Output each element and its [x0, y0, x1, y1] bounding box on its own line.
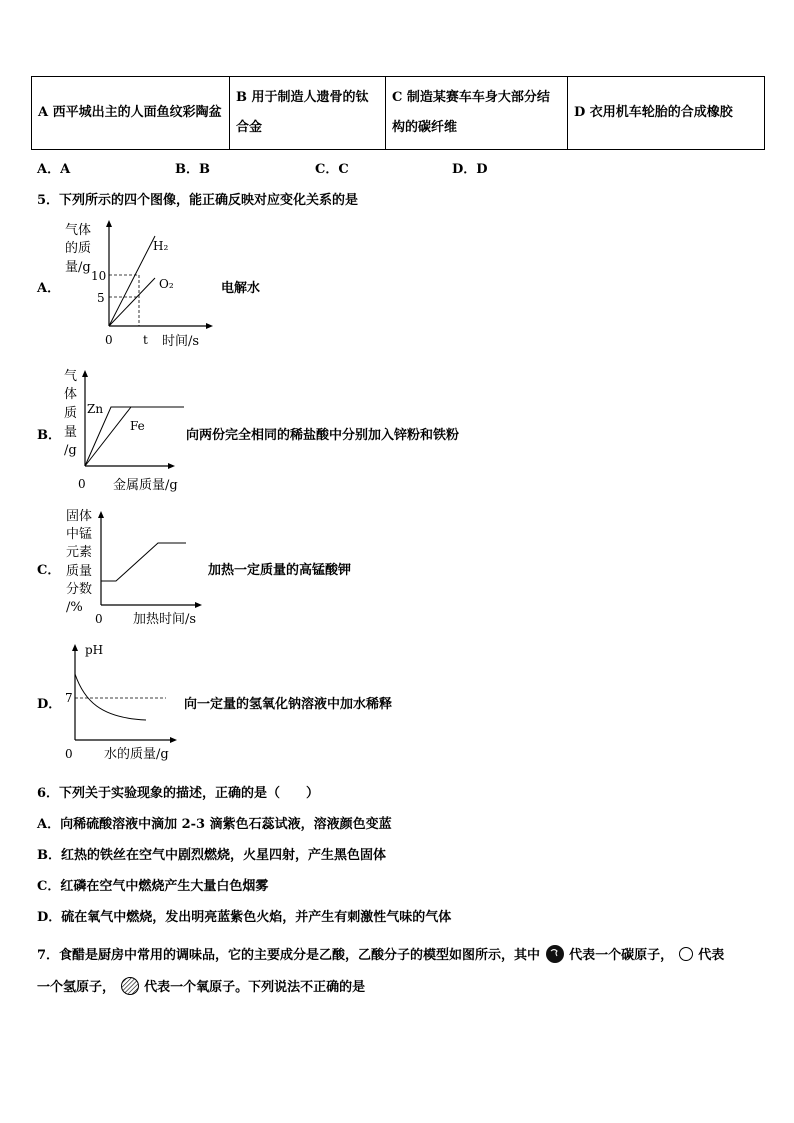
- graph-a-h2-line: [109, 236, 155, 326]
- q7-line1: [37, 944, 724, 964]
- graph-d-xlabel: 水的质量/g: [104, 747, 169, 762]
- graph-a-x-arrow: [206, 323, 213, 329]
- q7-text-2: 代表一个碳原子，: [569, 948, 674, 963]
- choice-b[interactable]: B．B: [175, 162, 210, 177]
- graph-d: [60, 638, 188, 764]
- graph-b-ylabel-5: /g: [64, 443, 77, 458]
- graph-d-ylabel: pH: [85, 643, 104, 657]
- graph-c-xlabel: 加热时间/s: [133, 612, 197, 627]
- graph-c-y-arrow: [98, 511, 104, 518]
- hydrogen-atom-icon: [678, 946, 694, 962]
- q5-a-desc: 电解水: [221, 281, 261, 296]
- graph-b-ylabel-2: 体: [64, 387, 78, 402]
- graph-d-origin: 0: [65, 747, 73, 761]
- graph-b-x-arrow: [168, 463, 175, 469]
- q5-c-letter[interactable]: C．: [37, 563, 61, 578]
- graph-b-y-arrow: [82, 370, 88, 377]
- graph-c-line: [101, 543, 186, 581]
- graph-a-origin: 0: [105, 333, 113, 347]
- q6-option-d[interactable]: D．硫在氧气中燃烧，发出明亮蓝紫色火焰，并产生有刺激性气味的气体: [37, 910, 452, 925]
- graph-a-y-arrow: [106, 220, 112, 227]
- graph-c-ylabel-5: 分数: [66, 582, 93, 597]
- oxygen-atom-icon: [120, 976, 140, 996]
- q6-option-b[interactable]: B．红热的铁丝在空气中剧烈燃烧，火星四射，产生黑色固体: [37, 848, 386, 863]
- graph-d-tick-7: 7: [65, 691, 73, 705]
- q5-stem: 5．下列所示的四个图像，能正确反映对应变化关系的是: [37, 193, 359, 208]
- graph-c-ylabel-6: /%: [66, 600, 83, 615]
- table-cell-b: B 用于制造人遗骨的钛合金: [230, 77, 386, 150]
- q5-d-letter[interactable]: D．: [37, 697, 62, 712]
- q5-d-desc: 向一定量的氢氧化钠溶液中加水稀释: [184, 697, 393, 712]
- graph-a-xlabel: 时间/s: [162, 334, 200, 349]
- graph-a-ylabel-2: 的质: [65, 241, 92, 256]
- graph-d-y-arrow: [72, 644, 78, 651]
- q7-text-3: 代表: [698, 948, 725, 963]
- carbon-atom-icon: [545, 944, 565, 964]
- graph-a-ylabel-3: 量/g: [65, 260, 91, 275]
- q7-text-1: 7．食醋是厨房中常用的调味品，它的主要成分是乙酸，乙酸分子的模型如图所示，其中: [37, 948, 541, 963]
- q5-c-desc: 加热一定质量的高锰酸钾: [208, 563, 352, 578]
- graph-c: [62, 505, 210, 627]
- table-row: [32, 77, 765, 150]
- graph-a-tick-t: t: [143, 333, 148, 347]
- graph-c-ylabel-2: 中锰: [66, 527, 93, 542]
- graph-c-x-arrow: [195, 602, 202, 608]
- choice-d[interactable]: D．D: [452, 162, 488, 177]
- graph-a-ylabel-1: 气体: [65, 223, 92, 238]
- table-cell-a: A 西平城出主的人面鱼纹彩陶盆: [32, 77, 230, 150]
- graph-a-tick-5: 5: [97, 291, 105, 305]
- q7-text-4: 一个氢原子，: [37, 980, 116, 995]
- graph-a-series-h2: H₂: [153, 239, 169, 253]
- table-cell-c: C 制造某赛车车身大部分结构的碳纤维: [386, 77, 568, 150]
- graph-a-tick-10: 10: [91, 269, 107, 283]
- options-table: [31, 76, 765, 150]
- q7-line2: [37, 976, 365, 996]
- q5-a-letter[interactable]: A．: [37, 281, 61, 296]
- graph-b-xlabel: 金属质量/g: [113, 478, 178, 493]
- graph-b-ylabel-4: 量: [64, 425, 78, 440]
- graph-b-origin: 0: [78, 477, 86, 491]
- graph-b-series-zn: Zn: [87, 402, 104, 416]
- graph-d-x-arrow: [170, 737, 177, 743]
- graph-b: [60, 366, 188, 494]
- graph-b-series-fe: Fe: [130, 419, 145, 433]
- q7-text-5: 代表一个氧原子。下列说法不正确的是: [144, 980, 366, 995]
- q6-stem: 6．下列关于实验现象的描述，正确的是（ ）: [37, 786, 320, 801]
- q5-b-desc: 向两份完全相同的稀盐酸中分别加入锌粉和铁粉: [186, 428, 460, 443]
- graph-c-ylabel-3: 元素: [66, 545, 93, 560]
- table-cell-d: D 衣用机车轮胎的合成橡胶: [568, 77, 765, 150]
- choice-c[interactable]: C．C: [315, 162, 349, 177]
- graph-b-ylabel-1: 气: [64, 369, 78, 384]
- graph-c-ylabel-1: 固体: [66, 509, 93, 524]
- graph-b-ylabel-3: 质: [64, 406, 78, 421]
- graph-c-origin: 0: [95, 612, 103, 626]
- q6-option-a[interactable]: A．向稀硫酸溶液中滴加 2-3 滴紫色石蕊试液，溶液颜色变蓝: [37, 817, 392, 832]
- graph-d-curve: [75, 674, 146, 720]
- q5-b-letter[interactable]: B．: [37, 428, 61, 443]
- graph-c-ylabel-4: 质量: [66, 564, 93, 579]
- graph-a: [60, 218, 220, 350]
- choice-a[interactable]: A．A: [37, 162, 71, 177]
- graph-a-o2-line: [109, 278, 155, 326]
- graph-a-series-o2: O₂: [159, 277, 174, 291]
- q6-option-c[interactable]: C．红磷在空气中燃烧产生大量白色烟雾: [37, 879, 269, 894]
